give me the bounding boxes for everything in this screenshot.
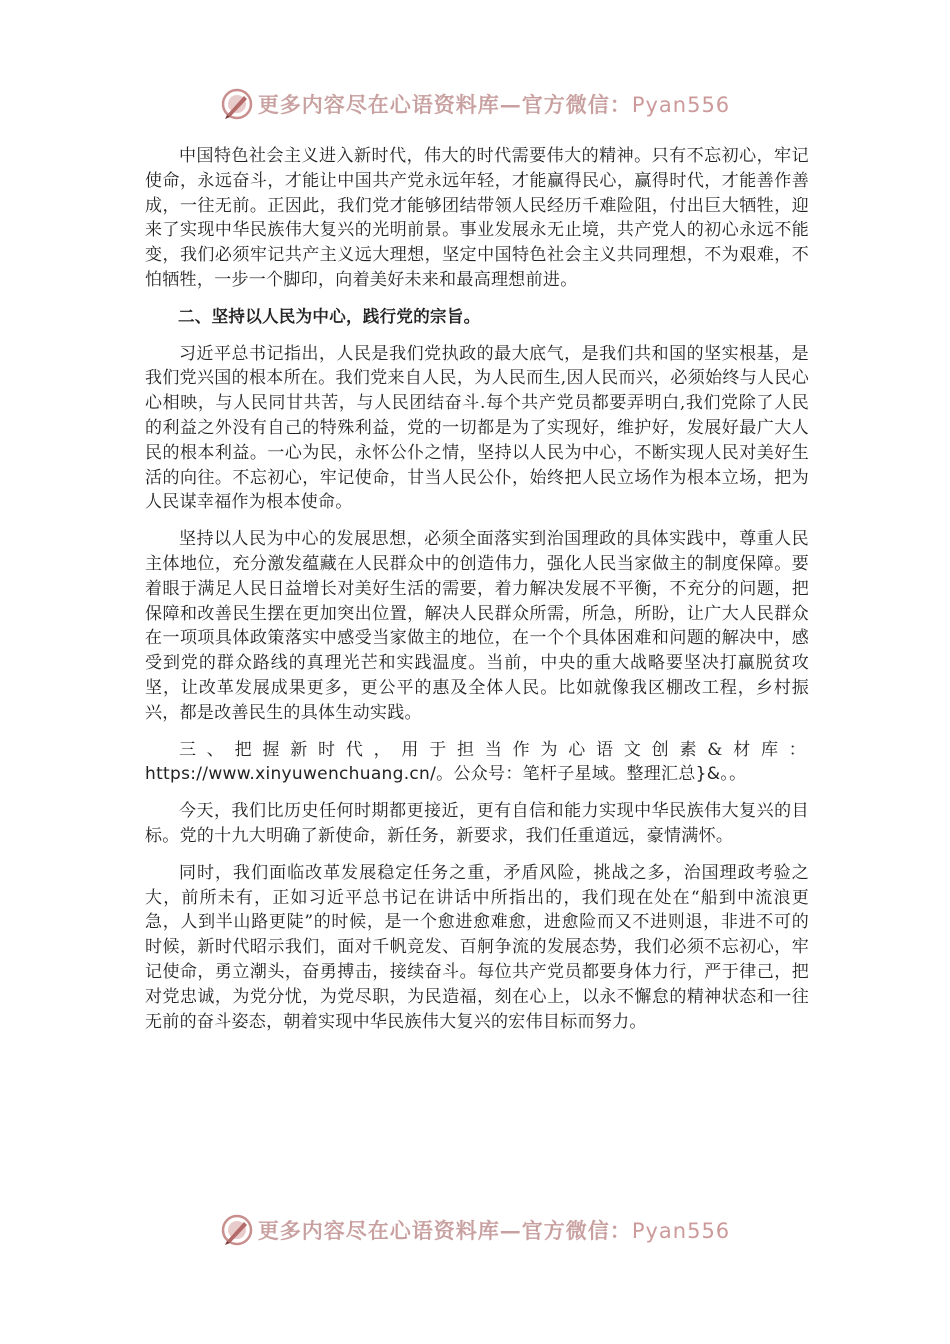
pen-logo-icon	[220, 1213, 254, 1247]
banner-text	[258, 89, 730, 119]
pen-logo-icon	[220, 87, 254, 121]
banner-label: 更多内容尽在心语资料库—官方微信：	[257, 1218, 632, 1243]
footer-watermark-banner	[0, 1210, 950, 1250]
paragraph-2: 习近平总书记指出，人民是我们党执政的最大底气，是我们共和国的坚实根基，是我们党兴国的根本所在。我们党来自人民，为人民而生,因人民而兴，必须始终与人民心心相映，与人民同甘共苦，与人民团结奋斗.每个共产党员都要弄明白,我们党除了人民的利益之外没有自己的特殊利益，党的一切都是为了实现好，维护好，发展好最广大人民的根本利益。一心为民，永怀公仆之情，坚持以人民为中心，不断实现人民对美好生活的向往。不忘初心，牢记使命，甘当人民公仆，始终把人民立场作为根本立场，把为人民谋幸福作为根本使命。	[145, 343, 809, 513]
banner-label: 更多内容尽在心语资料库—官方微信：	[257, 92, 632, 117]
wechat-id: Pyan556	[631, 93, 731, 117]
section-heading-3-suffix: 。公众号：笔杆子星域。整理汇总}&。。	[436, 764, 747, 785]
section-heading-3	[145, 738, 809, 788]
section-heading-3-text: 三、把握新时代，用于担当作为心语文创素&材库：	[179, 739, 809, 760]
header-watermark-banner	[0, 84, 950, 124]
section-heading-2: 二、坚持以人民为中心，践行党的宗旨。	[178, 306, 481, 326]
banner-text	[258, 1215, 730, 1245]
wechat-id: Pyan556	[631, 1219, 731, 1243]
paragraph-3: 坚持以人民为中心的发展思想，必须全面落实到治国理政的具体实践中，尊重人民主体地位，充分激发蕴藏在人民群众中的创造伟力，强化人民当家做主的制度保障。要着眼于满足人民日益增长对美好生活的需要，着力解决发展不平衡，不充分的问题，把保障和改善民生摆在更加突出位置，解决人民群众所需，所急，所盼，让广大人民群众在一项项具体政策落实中感受当家做主的地位，在一个个具体困难和问题的解决中，感受到党的群众路线的真理光芒和实践温度。当前，中央的重大战略要坚决打赢脱贫攻坚，让改革发展成果更多，更公平的惠及全体人民。比如就像我区棚改工程，乡村振兴，都是改善民生的具体生动实践。	[145, 529, 809, 723]
source-url-link[interactable]: https://www.xinyuwenchuang.cn/	[145, 764, 437, 785]
paragraph-5: 同时，我们面临改革发展稳定任务之重，矛盾风险，挑战之多，治国理政考验之大，前所未有，正如习近平总书记在讲话中所指出的，我们现在处在“船到中流浪更急，人到半山路更陡”的时候，是一个愈进愈难愈，进愈险而又不进则退，非进不可的时候，新时代昭示我们，面对千帆竞发、百舸争流的发展态势，我们必须不忘初心，牢记使命，勇立潮头，奋勇搏击，接续奋斗。每位共产党员都要身体力行，严于律己，把对党忠诚，为党分忧，为党尽职，为民造福，刻在心上，以永不懈怠的精神状态和一往无前的奋斗姿态，朝着实现中华民族伟大复兴的宏伟目标而努力。	[145, 862, 809, 1032]
document-body	[145, 144, 809, 1046]
paragraph-1: 中国特色社会主义进入新时代，伟大的时代需要伟大的精神。只有不忘初心，牢记使命，永远奋斗，才能让中国共产党永远年轻，才能赢得民心，赢得时代，才能善作善成，一往无前。正因此，我们党才能够团结带领人民经历千难险阻，付出巨大牺牲，迎来了实现中华民族伟大复兴的光明前景。事业发展永无止境，共产党人的初心永远不能变，我们必须牢记共产主义远大理想，坚定中国特色社会主义共同理想，不为艰难，不怕牺牲，一步一个脚印，向着美好未来和最高理想前进。	[145, 146, 809, 290]
paragraph-4: 今天，我们比历史任何时期都更接近，更有自信和能力实现中华民族伟大复兴的目标。党的十九大明确了新使命，新任务，新要求，我们任重道远，豪情满怀。	[145, 801, 809, 846]
